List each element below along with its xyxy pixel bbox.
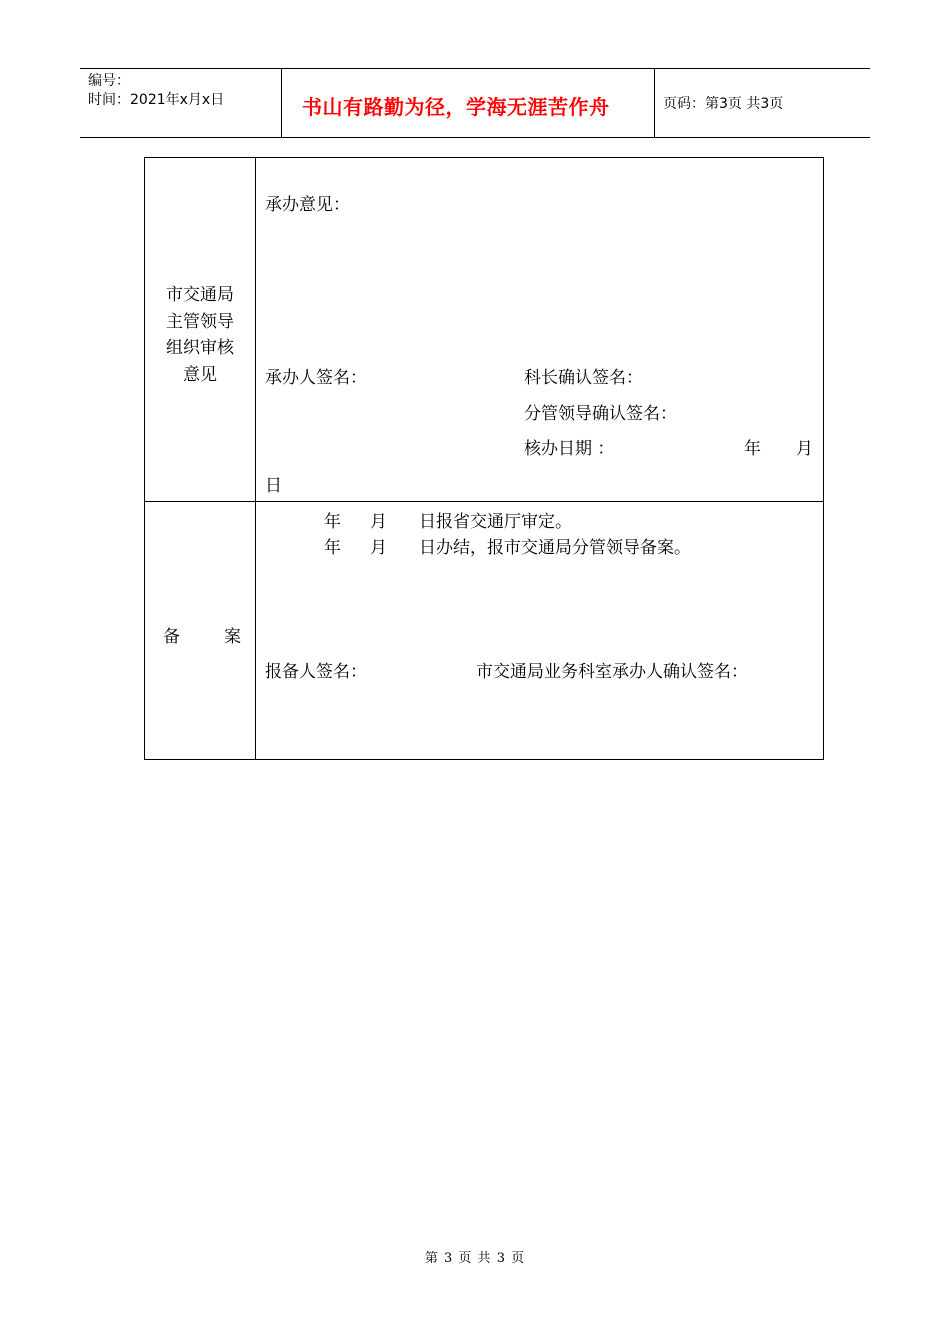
review-row-label-line: 意见 (183, 364, 217, 385)
review-date-day: 日 (265, 476, 282, 496)
header-motto-cell (282, 69, 655, 137)
review-date-label: 核办日期 ： (524, 439, 615, 459)
document-time-label: 时间：2021年x月x日 (88, 92, 225, 108)
filing-line1-year: 年 (324, 512, 341, 532)
header-meta-cell (80, 69, 282, 137)
filing-line2-month: 月 (370, 538, 387, 558)
review-row-label (145, 282, 255, 388)
office-handler-signature-label: 市交通局业务科室承办人确认签名： (476, 662, 748, 682)
document-number-label: 编号： (88, 73, 130, 89)
filer-signature-label: 报备人签名： (265, 662, 367, 682)
review-row-label-line: 组织审核 (166, 338, 234, 358)
review-date-month: 月 (796, 439, 813, 459)
filing-row-label: 备案 (163, 627, 285, 647)
filing-line1-month: 月 (370, 512, 387, 532)
document-header (80, 68, 870, 138)
section-chief-signature-label: 科长确认签名： (524, 368, 643, 388)
review-row-label-line: 市交通局 (166, 285, 234, 305)
header-page-info: 页码：第3页 共3页 (663, 96, 784, 112)
header-motto: 书山有路勤为径，学海无涯苦作舟 (302, 95, 610, 119)
approval-form-table (144, 157, 824, 760)
review-row-label-line: 主管领导 (166, 311, 234, 332)
table-column-divider (255, 158, 256, 759)
opinion-label: 承办意见： (265, 195, 350, 215)
filing-line2-year: 年 (324, 538, 341, 558)
supervisor-signature-label: 分管领导确认签名： (524, 404, 677, 424)
review-date-year: 年 (744, 439, 761, 459)
filing-line1-text: 日报省交通厅审定。 (419, 512, 572, 532)
page-footer: 第 3 页 共 3 页 (424, 1251, 526, 1266)
handler-signature-label: 承办人签名： (265, 368, 367, 388)
table-row-divider (145, 501, 823, 502)
filing-line2-text: 日办结，报市交通局分管领导备案。 (419, 538, 691, 558)
